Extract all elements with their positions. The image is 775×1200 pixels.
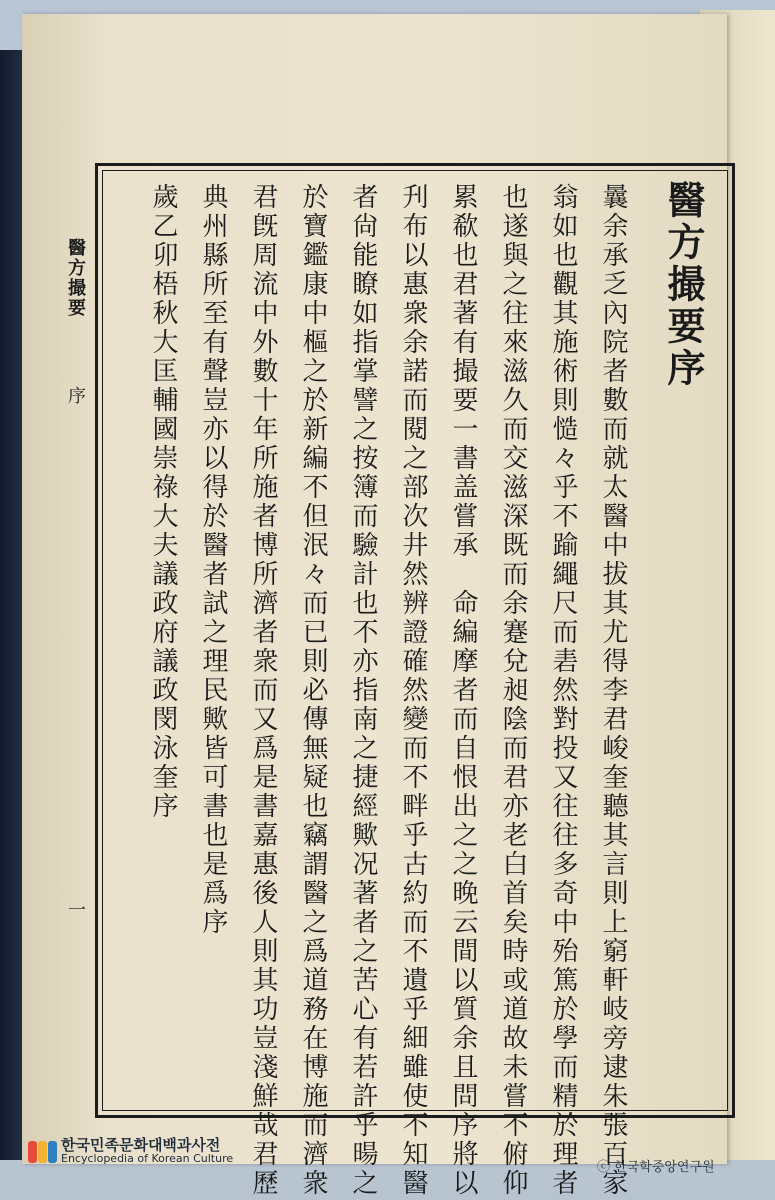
text-column-8: 君旣周流中外數十年所施者博所濟者衆而又爲是書嘉惠後人則其功豈淺鮮哉君歷 [248, 183, 278, 1198]
text-column-1: 曩余承乏內院者數而就太醫中拔其尤得李君峻奎聽其言則上窮軒岐旁逮朱張百家 [598, 183, 628, 1198]
margin-section-label: 序 [65, 386, 86, 407]
logo-korean-name: 한국민족문화대백과사전 [61, 1136, 221, 1154]
text-column-10: 歲乙卯梧秋大匡輔國崇祿大夫議政府議政閔泳奎序 [148, 183, 178, 821]
logo-text [61, 1138, 233, 1166]
document-title: 醫方撮要序 [661, 180, 706, 390]
text-column-5: 刋布以惠衆余諾而閱之部次井然辨證確然變而不畔乎古約而不遺乎細雖使不知醫 [398, 183, 428, 1198]
text-column-6: 者尙能瞭如指掌譬之按簿而驗計也不亦指南之捷經歟况著者之苦心有若許乎暘之 [348, 183, 378, 1198]
copyright-notice: ⓒ 한국학중앙연구원 [597, 1160, 715, 1175]
logo-english-name: Encyclopedia of Korean Culture [61, 1152, 234, 1165]
margin-book-title: 醫方撮要 [65, 238, 86, 318]
text-column-4: 累欷也君著有撮要一書盖嘗承 命編摩者而自恨出之之晚云間以質余且問序將以 [448, 183, 478, 1198]
text-column-9: 典州縣所至有聲豈亦以得於醫者試之理民歟皆可書也是爲序 [198, 183, 228, 937]
margin-page-number: 一 [65, 900, 86, 921]
text-column-7: 於寶鑑康中樞之於新編不但泯々而已則必傳無疑也竊謂醫之爲道務在博施而濟衆 [298, 183, 328, 1198]
logo-bar-red [28, 1141, 37, 1163]
text-column-2: 翁如也觀其施術則慥々乎不踰繩尺而砉然對投又往往多奇中殆篤於學而精於理者 [548, 183, 578, 1198]
logo-bar-blue [48, 1141, 57, 1163]
logo-bar-yellow [38, 1141, 47, 1163]
encyclopedia-logo [28, 1138, 233, 1166]
text-column-3: 也遂與之往來滋久而交滋深既而余蹇兌昶陰而君亦老白首矣時或道故未嘗不俯仰 [498, 183, 528, 1198]
logo-mark-icon [28, 1141, 57, 1163]
